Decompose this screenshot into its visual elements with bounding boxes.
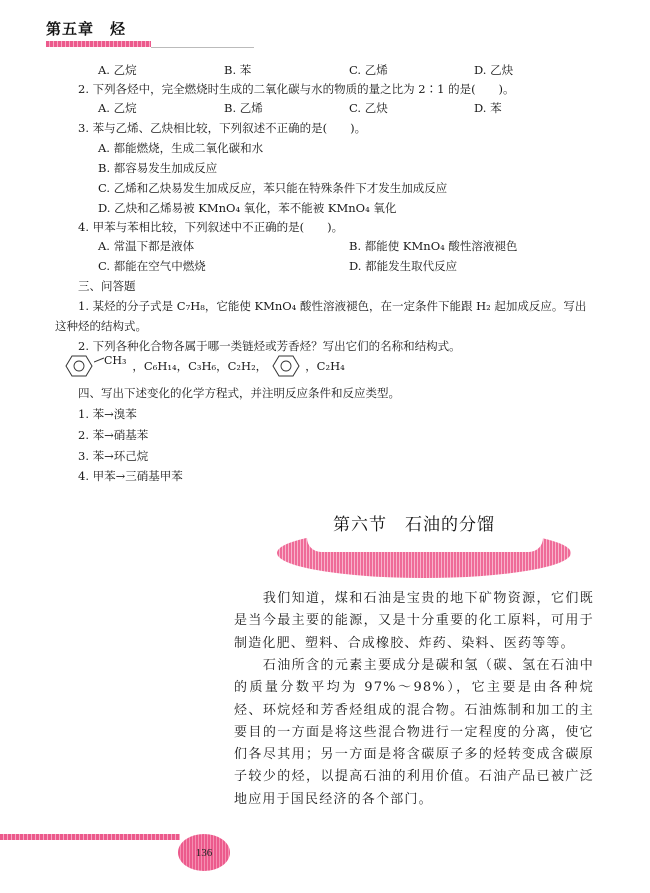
- q3-option-d: D. 乙炔和乙烯易被 KMnO₄ 氧化，苯不能被 KMnO₄ 氧化: [98, 201, 397, 215]
- q2-option-a: A. 乙烷: [98, 101, 137, 115]
- compound-list: [64, 354, 345, 378]
- q1-option-b: B. 苯: [224, 63, 252, 77]
- header-accent-bar: [46, 41, 151, 47]
- q2-option-b: B. 乙烯: [224, 101, 263, 115]
- formula-list-a: ，C₆H₁₄，C₃H₆，C₂H₂，: [132, 359, 268, 373]
- section4-item-4: 4. 甲苯→三硝基甲苯: [78, 469, 183, 483]
- benzene-ring-icon: [271, 354, 301, 378]
- benzene-ring-icon: [64, 354, 94, 378]
- q4-stem: 4. 甲苯与苯相比较，下列叙述中不正确的是( )。: [78, 220, 344, 234]
- q2-option-c: C. 乙炔: [349, 101, 388, 115]
- chapter-title: 第五章 烃: [46, 20, 127, 38]
- page-number: 136: [178, 834, 230, 871]
- q2-stem: 2. 下列各烃中，完全燃烧时生成的二氧化碳与水的物质的量之比为 2∶1 的是( )。: [78, 82, 515, 96]
- section3-q1-line2: 这种烃的结构式。: [55, 319, 147, 333]
- section4-heading: 四、写出下述变化的化学方程式，并注明反应条件和反应类型。: [78, 386, 400, 400]
- section4-item-2: 2. 苯→硝基苯: [78, 428, 149, 442]
- paragraph-1: 我们知道，煤和石油是宝贵的地下矿物资源，它们既是当今最主要的能源，又是十分重要的化工原料，可用于制造化肥、塑料、合成橡胶、炸药、染料、医药等等。: [234, 591, 594, 651]
- q3-stem: 3. 苯与乙烯、乙炔相比较，下列叙述不正确的是( )。: [78, 121, 367, 135]
- methyl-group: CH₃: [104, 353, 127, 367]
- q4-option-a: A. 常温下都是液体: [98, 239, 195, 253]
- q2-option-d: D. 苯: [474, 101, 502, 115]
- paragraph-2: 石油所含的元素主要成分是碳和氢（碳、氢在石油中的质量分数平均为 97%～98%），它主要是由各种烷烃、环烷烃和芳香烃组成的混合物。石油炼制和加工的主要目的一方面是将这些混合物进行一定程度的分离，使它们各尽其用；另一方面是将含碳原子多的烃转变成含碳原子较少的烃，以提高石油的利用价值。石油产品已被广泛地应用于国民经济的各个部门。: [234, 658, 594, 807]
- q1-option-a: A. 乙烷: [98, 63, 137, 77]
- header-rule: [151, 47, 254, 48]
- section3-q1-line1: 1. 某烃的分子式是 C₇H₈，它能使 KMnO₄ 酸性溶液褪色，在一定条件下能跟 H₂ 起加成反应。写出: [78, 299, 587, 313]
- q3-option-b: B. 都容易发生加成反应: [98, 161, 218, 175]
- section-banner: [275, 500, 595, 580]
- q3-option-a: A. 都能燃烧，生成二氧化碳和水: [98, 141, 264, 155]
- section3-q2-stem: 2. 下列各种化合物各属于哪一类链烃或芳香烃？写出它们的名称和结构式。: [78, 339, 461, 353]
- section3-heading: 三、问答题: [78, 279, 136, 293]
- bond-line-icon: [94, 354, 104, 378]
- q1-option-c: C. 乙烯: [349, 63, 388, 77]
- q1-option-d: D. 乙炔: [474, 63, 514, 77]
- formula-list-b: ，C₂H₄: [305, 359, 345, 373]
- section4-item-1: 1. 苯→溴苯: [78, 407, 137, 421]
- q3-option-c: C. 乙烯和乙炔易发生加成反应，苯只能在特殊条件下才发生加成反应: [98, 181, 448, 195]
- section4-item-3: 3. 苯→环己烷: [78, 449, 149, 463]
- q4-option-c: C. 都能在空气中燃烧: [98, 259, 206, 273]
- q4-option-d: D. 都能发生取代反应: [349, 259, 458, 273]
- footer-accent-bar: [0, 834, 180, 840]
- section-title: 第六节 石油的分馏: [333, 515, 495, 535]
- q4-option-b: B. 都能使 KMnO₄ 酸性溶液褪色: [349, 239, 518, 253]
